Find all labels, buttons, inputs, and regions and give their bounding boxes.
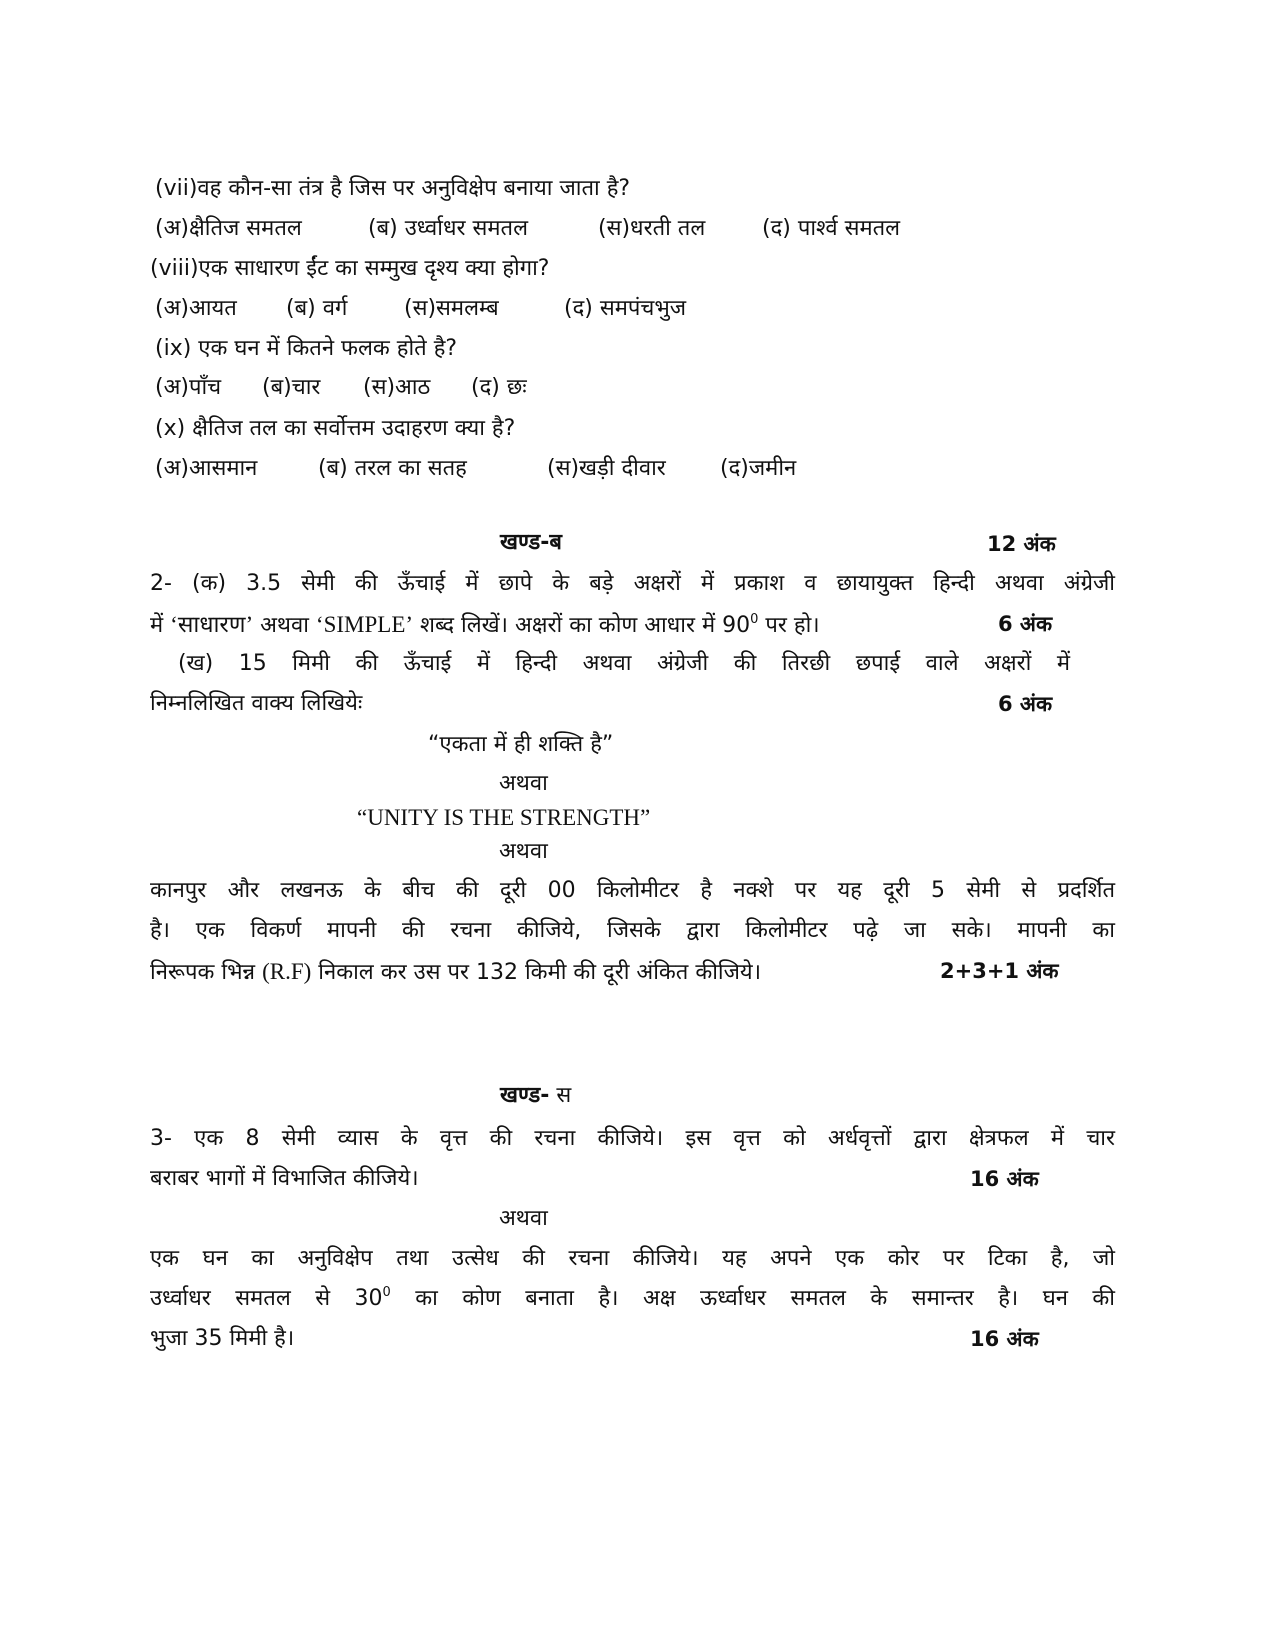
option-ix-c: (स)आठ [363, 375, 431, 400]
alt-c-marks: 16 अंक [970, 1327, 1039, 1351]
or-2: अथवा [499, 839, 548, 864]
option-viii-d: (द) समपंचभुज [564, 296, 687, 321]
option-x-d: (द)जमीन [720, 456, 797, 481]
alt-b-line-2: है। एक विकर्ण मापनी की रचना कीजिये, जिसके द्वारा किलोमीटर पढ़े जा सके। मापनी का [150, 918, 1115, 943]
alt-c-line-1: एक घन का अनुविक्षेप तथा उत्सेध की रचना कीजिये। यह अपने एक कोर पर टिका है, जो [150, 1246, 1115, 1271]
q3-marks: 16 अंक [970, 1167, 1039, 1191]
option-vii-a: (अ)क्षैतिज समतल [155, 216, 302, 241]
option-vii-c: (स)धरती तल [598, 216, 706, 241]
question-x: (x) क्षैतिज तल का सर्वोत्तम उदाहरण क्या है? [155, 416, 516, 441]
q2a-line-1: 2- (क) 3.5 सेमी की ऊँचाई में छापे के बड़े अक्षरों में प्रकाश व छायायुक्त हिन्दी अथवा अंग्रेजी [150, 571, 1115, 596]
option-ix-a: (अ)पाँच [155, 375, 222, 400]
q3-line-1: 3- एक 8 सेमी व्यास के वृत्त की रचना कीजिये। इस वृत्त को अर्धवृत्तों द्वारा क्षेत्रफल में चार [150, 1126, 1115, 1151]
alt-b-line-3: निरूपक भिन्न (R.F) निकाल कर उस पर 132 किमी की दूरी अंकित कीजिये। [150, 959, 762, 985]
option-ix-d: (द) छः [471, 375, 527, 400]
q2b-line-1: (ख) 15 मिमी की ऊँचाई में हिन्दी अथवा अंग्रेजी की तिरछी छपाई वाले अक्षरों में [178, 651, 1070, 676]
option-vii-d: (द) पार्श्व समतल [762, 216, 901, 241]
question-viii: (viii)एक साधारण ईंट का सम्मुख दृश्य क्या होगा? [150, 256, 550, 281]
section-c-heading: खण्ड- स [500, 1083, 572, 1108]
section-b-marks: 12 अंक [987, 532, 1056, 556]
option-viii-a: (अ)आयत [155, 296, 237, 321]
question-ix: (ix) एक घन में कितने फलक होते है? [155, 336, 458, 361]
option-viii-b: (ब) वर्ग [286, 296, 348, 321]
option-x-c: (स)खड़ी दीवार [547, 456, 666, 481]
q2b-marks: 6 अंक [998, 692, 1053, 716]
question-vii: (vii)वह कौन-सा तंत्र है जिस पर अनुविक्षेप बनाया जाता है? [155, 176, 631, 201]
q2b-line-2: निम्नलिखित वाक्य लिखियेः [150, 691, 363, 716]
q3-line-2: बराबर भागों में विभाजित कीजिये। [150, 1166, 419, 1191]
section-b-heading: खण्ड-ब [500, 530, 562, 555]
option-x-b: (ब) तरल का सतह [318, 456, 467, 481]
option-viii-c: (स)समलम्ब [404, 296, 499, 321]
alt-c-line-3: भुजा 35 मिमी है। [150, 1326, 295, 1351]
option-x-a: (अ)आसमान [155, 456, 258, 481]
option-vii-b: (ब) उर्ध्वाधर समतल [368, 216, 528, 241]
alt-b-marks: 2+3+1 अंक [940, 959, 1059, 983]
quote-english: “UNITY IS THE STRENGTH” [357, 805, 651, 830]
or-1: अथवा [499, 771, 548, 796]
quote-hindi: “एकता में ही शक्ति है” [428, 732, 614, 757]
or-3: अथवा [499, 1206, 548, 1231]
q2a-line-2: में ‘साधारण’ अथवा ‘SIMPLE’ शब्द लिखें। अक्षरों का कोण आधार में $90^0$ पर हो। [150, 612, 820, 638]
option-ix-b: (ब)चार [262, 375, 321, 400]
alt-c-line-2: उर्ध्वाधर समतल से $30^0$ का कोण बनाता है। अक्ष ऊर्ध्वाधर समतल के समान्तर है। घन की [150, 1285, 1115, 1311]
alt-b-line-1: कानपुर और लखनऊ के बीच की दूरी 00 किलोमीटर है नक्शे पर यह दूरी 5 सेमी से प्रदर्शित [150, 878, 1115, 903]
q2a-marks: 6 अंक [998, 612, 1053, 636]
